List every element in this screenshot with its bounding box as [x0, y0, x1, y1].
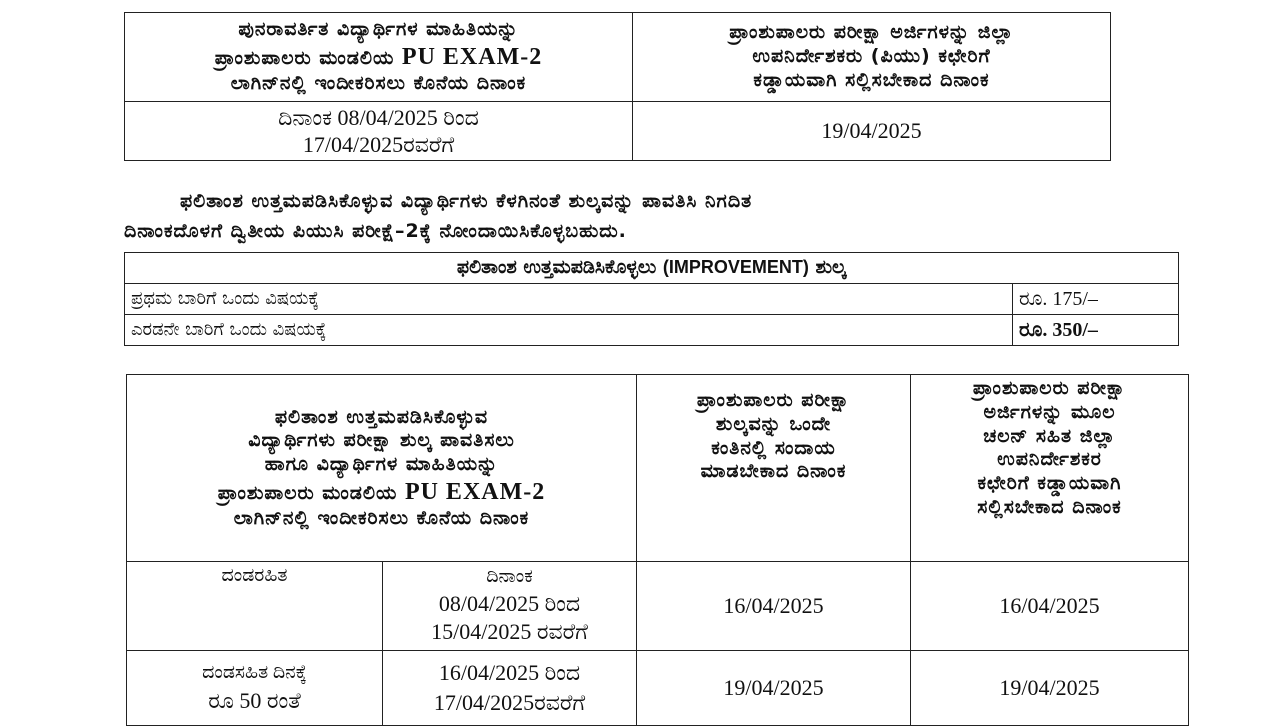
- cell-line: ರೂ 50 ರಂತೆ: [208, 687, 301, 713]
- submit-date-cell: 19/04/2025: [911, 651, 1189, 726]
- header-line: ಕಛೇರಿಗೆ ಕಡ್ಡಾಯವಾಗಿ: [977, 472, 1122, 494]
- table-title-row: [125, 253, 1179, 284]
- header-fee-remit-date: [637, 375, 911, 562]
- cell-line: 08/04/2025 ರಿಂದ: [438, 590, 581, 616]
- resubmit-deadline-table: [124, 12, 1111, 161]
- submit-date-cell: 19/04/2025: [633, 102, 1111, 161]
- cell-line: 16/04/2025 ರಿಂದ: [438, 660, 581, 686]
- fee-amount: ರೂ. 350/–: [1013, 315, 1179, 346]
- header-submit-deadline: [633, 13, 1111, 102]
- header-line: ಚಲನ್ ಸಹಿತ ಜಿಲ್ಲಾ: [983, 424, 1116, 447]
- table-row: [125, 284, 1179, 315]
- fee-label: ಎರಡನೇ ಬಾರಿಗೆ ಒಂದು ವಿಷಯಕ್ಕೆ: [125, 315, 1013, 346]
- fee-date-cell: 19/04/2025: [637, 651, 911, 726]
- fee-table-title: ಫಲಿತಾಂಶ ಉತ್ತಮಪಡಿಸಿಕೊಳ್ಳಲು (IMPROVEMENT) ಶುಲ್ಕ: [125, 253, 1179, 284]
- cell-line: ದಂಡಸಹಿತ ದಿನಕ್ಕೆ: [202, 662, 307, 684]
- cell-line: ದಿನಾಂಕ: [486, 566, 533, 588]
- period-cell: [383, 562, 637, 651]
- submit-date-cell: 16/04/2025: [911, 562, 1189, 651]
- cell-line: 15/04/2025 ರವರೆಗೆ: [431, 619, 588, 645]
- table-row: [125, 315, 1179, 346]
- header-line: ಕಡ್ಡಾಯವಾಗಿ ಸಲ್ಲಿಸಬೇಕಾದ ದಿನಾಂಕ: [753, 68, 990, 91]
- table-row: [127, 562, 1189, 651]
- fee-type-cell: [127, 562, 383, 651]
- header-line: ಸಲ್ಲಿಸಬೇಕಾದ ದಿನಾಂಕ: [977, 495, 1122, 518]
- update-period-cell: [125, 102, 633, 161]
- header-line: ಪ್ರಾಂಶುಪಾಲರು ಪರೀಕ್ಷಾ: [972, 377, 1127, 399]
- improvement-fee-table: [124, 252, 1179, 346]
- header-line: ಪ್ರಾಂಶುಪಾಲರು ಮಂಡಲಿಯ PU EXAM-2: [217, 478, 546, 505]
- table-header-row: [125, 13, 1111, 102]
- header-line: ಉಪನಿರ್ದೇಶಕರ: [997, 448, 1102, 471]
- fee-label: ಪ್ರಥಮ ಬಾರಿಗೆ ಒಂದು ವಿಷಯಕ್ಕೆ: [125, 284, 1013, 315]
- header-line: ಲಾಗಿನ್‌ನಲ್ಲಿ ಇಂದೀಕರಿಸಲು ಕೊನೆಯ ದಿನಾಂಕ: [233, 506, 530, 529]
- header-line: ಪ್ರಾಂಶುಪಾಲರು ಪರೀಕ್ಷಾ ಅರ್ಜಿಗಳನ್ನು ಜಿಲ್ಲಾ: [729, 21, 1014, 44]
- header-line: ಪ್ರಾಂಶುಪಾಲರು ಪರೀಕ್ಷಾ: [696, 389, 851, 411]
- header-line: ಮಾಡಬೇಕಾದ ದಿನಾಂಕ: [700, 460, 847, 483]
- header-line: ಹಾಗೂ ವಿದ್ಯಾರ್ಥಿಗಳ ಮಾಹಿತಿಯನ್ನು: [264, 453, 499, 475]
- header-line: ಶುಲ್ಕವನ್ನು ಒಂದೇ: [715, 412, 832, 435]
- fee-schedule-table: [126, 374, 1189, 726]
- header-payment-deadline: [127, 375, 637, 562]
- cell-line: ದಿನಾಂಕ 08/04/2025 ರಿಂದ: [278, 104, 479, 130]
- header-line: ಲಾಗಿನ್‌ನಲ್ಲಿ ಇಂದೀಕರಿಸಲು ಕೊನೆಯ ದಿನಾಂಕ: [230, 72, 527, 94]
- table-header-row: [127, 375, 1189, 562]
- improvement-note-paragraph: [124, 186, 1176, 246]
- cell-line: 17/04/2025ರವರೆಗೆ: [302, 132, 455, 157]
- fee-date-cell: 16/04/2025: [637, 562, 911, 651]
- header-line: ಫಲಿತಾಂಶ ಉತ್ತಮಪಡಿಸಿಕೊಳ್ಳುವ: [274, 405, 489, 428]
- header-line: ಕಂತಿನಲ್ಲಿ ಸಂದಾಯ: [711, 436, 836, 459]
- fee-amount: ರೂ. 175/–: [1013, 284, 1179, 315]
- period-cell: [383, 651, 637, 726]
- header-update-deadline: [125, 13, 633, 102]
- paragraph-line-1: ಫಲಿತಾಂಶ ಉತ್ತಮಪಡಿಸಿಕೊಳ್ಳುವ ವಿದ್ಯಾರ್ಥಿಗಳು ಕೆಳಗಿನಂತೆ ಶುಲ್ಕವನ್ನು ಪಾವತಿಸಿ ನಿಗದಿತ: [180, 190, 753, 212]
- header-line: ಪ್ರಾಂಶುಪಾಲರು ಮಂಡಲಿಯ PU EXAM-2: [214, 44, 543, 70]
- header-line: ಉಪನಿರ್ದೇಶಕರು (ಪಿಯು) ಕಛೇರಿಗೆ: [752, 45, 991, 68]
- header-line: ಪುನರಾವರ್ತಿತ ವಿದ್ಯಾರ್ಥಿಗಳ ಮಾಹಿತಿಯನ್ನು: [238, 18, 519, 41]
- paragraph-line-2: ದಿನಾಂಕದೊಳಗೆ ದ್ವಿತೀಯ ಪಿಯುಸಿ ಪರೀಕ್ಷೆ–2ಕ್ಕೆ ನೋಂದಾಯಿಸಿಕೊಳ್ಳಬಹುದು.: [124, 220, 627, 242]
- header-line: ಅರ್ಜಿಗಳನ್ನು ಮೂಲ: [983, 400, 1116, 423]
- header-line: ವಿದ್ಯಾರ್ಥಿಗಳು ಪರೀಕ್ಷಾ ಶುಲ್ಕ ಪಾವತಿಸಲು: [248, 429, 515, 452]
- header-application-submit-date: [911, 375, 1189, 562]
- table-row: [125, 102, 1111, 161]
- table-row: [127, 651, 1189, 726]
- cell-line: 17/04/2025ರವರೆಗೆ: [433, 690, 586, 715]
- fee-type-cell: [127, 651, 383, 726]
- cell-line: ದಂಡರಹಿತ: [221, 564, 288, 586]
